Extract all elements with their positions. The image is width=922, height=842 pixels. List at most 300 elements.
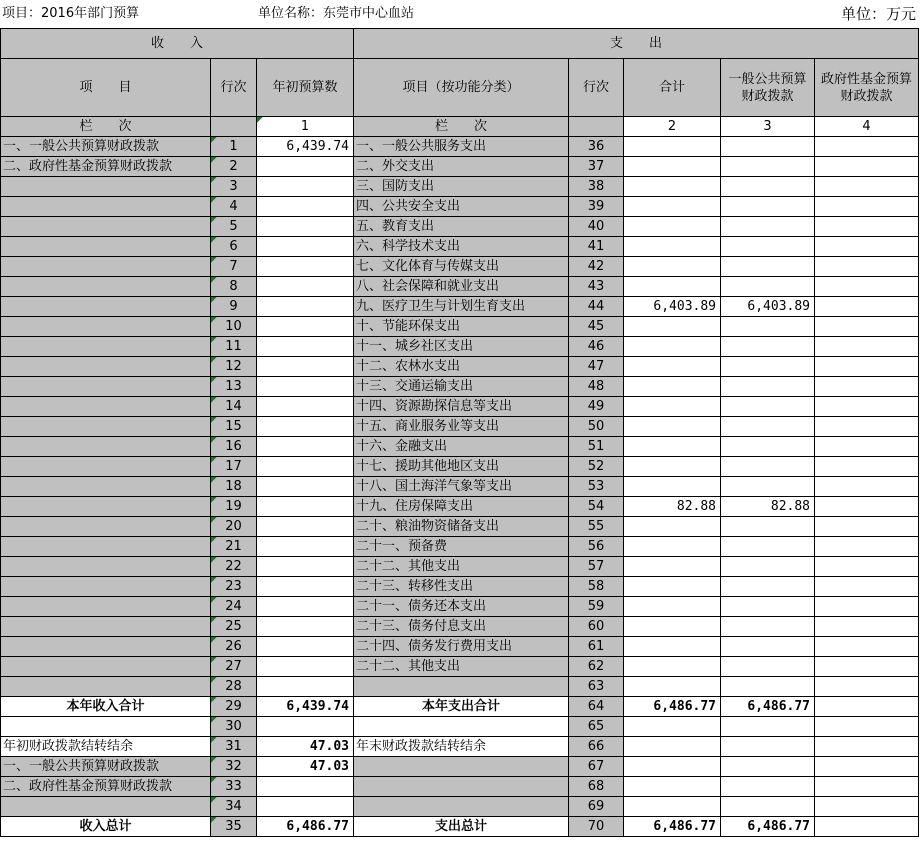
- income-item-cell: [1, 537, 211, 557]
- total-value-cell: [624, 457, 721, 477]
- income-item-cell: [1, 237, 211, 257]
- expense-line-cell: 59: [569, 597, 624, 617]
- income-item-cell: 本年收入合计: [1, 697, 211, 717]
- income-line-cell: 5: [211, 217, 257, 237]
- table-row: [1, 337, 919, 357]
- expense-item-cell: 二十三、债务付息支出: [354, 617, 569, 637]
- income-item-cell: [1, 597, 211, 617]
- expense-line-cell: 36: [569, 137, 624, 157]
- table-row: [1, 617, 919, 637]
- income-line-cell: 29: [211, 697, 257, 717]
- general-value-cell: [721, 257, 815, 277]
- expense-item-cell: 十六、金融支出: [354, 437, 569, 457]
- general-value-cell: [721, 317, 815, 337]
- income-item-cell: [1, 357, 211, 377]
- budget-value-cell: [257, 417, 354, 437]
- table-row: [1, 217, 919, 237]
- income-item-cell: [1, 477, 211, 497]
- general-value-cell: [721, 337, 815, 357]
- general-value-cell: [721, 397, 815, 417]
- table-row: [1, 417, 919, 437]
- income-item-cell: [1, 317, 211, 337]
- income-item-cell: [1, 297, 211, 317]
- income-line-cell: 7: [211, 257, 257, 277]
- income-line-cell: 20: [211, 517, 257, 537]
- income-line-cell: 26: [211, 637, 257, 657]
- table-row: [1, 437, 919, 457]
- fund-value-cell: [815, 757, 919, 777]
- table-row: [1, 797, 919, 817]
- expense-line-cell: 52: [569, 457, 624, 477]
- income-line-cell: 25: [211, 617, 257, 637]
- expense-line-cell: 67: [569, 757, 624, 777]
- total-value-cell: [624, 397, 721, 417]
- expense-item-cell: [354, 677, 569, 697]
- expense-line-cell: 65: [569, 717, 624, 737]
- budget-value-cell: [257, 577, 354, 597]
- expense-item-cell: 十二、农林水支出: [354, 357, 569, 377]
- total-value-cell: [624, 637, 721, 657]
- expense-line-cell: 45: [569, 317, 624, 337]
- budget-value-cell: 6,486.77: [257, 817, 354, 837]
- expense-item-cell: 十七、援助其他地区支出: [354, 457, 569, 477]
- general-value-cell: 82.88: [721, 497, 815, 517]
- expense-line-cell: 62: [569, 657, 624, 677]
- budget-value-cell: 6,439.74: [257, 697, 354, 717]
- table-row: [1, 557, 919, 577]
- income-line-cell: 31: [211, 737, 257, 757]
- budget-value-cell: 47.03: [257, 757, 354, 777]
- income-item-cell: [1, 457, 211, 477]
- expense-line-cell: 48: [569, 377, 624, 397]
- general-value-cell: [721, 197, 815, 217]
- fund-value-cell: [815, 397, 919, 417]
- fund-value-cell: [815, 417, 919, 437]
- income-item-cell: [1, 617, 211, 637]
- table-row: [1, 257, 919, 277]
- income-item-cell: [1, 337, 211, 357]
- general-value-cell: [721, 477, 815, 497]
- total-value-cell: [624, 757, 721, 777]
- col-func-item: 项目（按功能分类）: [354, 59, 569, 117]
- expense-line-cell: 55: [569, 517, 624, 537]
- total-value-cell: [624, 537, 721, 557]
- index-2: 2: [624, 117, 721, 137]
- budget-value-cell: [257, 337, 354, 357]
- col-total: 合计: [624, 59, 721, 117]
- unit-label: 单位：万元: [840, 5, 916, 23]
- table-row: [1, 297, 919, 317]
- total-value-cell: [624, 517, 721, 537]
- income-line-cell: 12: [211, 357, 257, 377]
- budget-value-cell: [257, 177, 354, 197]
- expense-line-cell: 58: [569, 577, 624, 597]
- table-row: [1, 237, 919, 257]
- table-row: [1, 657, 919, 677]
- general-value-cell: [721, 597, 815, 617]
- budget-value-cell: [257, 397, 354, 417]
- expense-line-cell: 46: [569, 337, 624, 357]
- expense-item-cell: 四、公共安全支出: [354, 197, 569, 217]
- table-row: [1, 577, 919, 597]
- total-value-cell: [624, 477, 721, 497]
- income-line-cell: 13: [211, 377, 257, 397]
- budget-value-cell: [257, 657, 354, 677]
- budget-value-cell: [257, 317, 354, 337]
- income-line-cell: 11: [211, 337, 257, 357]
- income-item-cell: 收入总计: [1, 817, 211, 837]
- general-value-cell: [721, 717, 815, 737]
- income-item-cell: [1, 677, 211, 697]
- income-item-cell: [1, 437, 211, 457]
- budget-value-cell: [257, 557, 354, 577]
- expense-item-cell: 本年支出合计: [354, 697, 569, 717]
- table-row: [1, 497, 919, 517]
- total-value-cell: [624, 237, 721, 257]
- expense-line-cell: 39: [569, 197, 624, 217]
- fund-value-cell: [815, 357, 919, 377]
- general-value-cell: [721, 797, 815, 817]
- total-value-cell: [624, 317, 721, 337]
- expense-line-cell: 54: [569, 497, 624, 517]
- fund-value-cell: [815, 797, 919, 817]
- general-value-cell: [721, 517, 815, 537]
- budget-table: [0, 28, 919, 837]
- total-value-cell: [624, 197, 721, 217]
- budget-value-cell: [257, 277, 354, 297]
- budget-value-cell: [257, 537, 354, 557]
- total-value-cell: [624, 557, 721, 577]
- income-item-cell: 二、政府性基金预算财政拨款: [1, 157, 211, 177]
- budget-value-cell: [257, 517, 354, 537]
- budget-value-cell: [257, 197, 354, 217]
- index-row: [1, 117, 919, 137]
- expense-item-cell: 十、节能环保支出: [354, 317, 569, 337]
- total-value-cell: [624, 377, 721, 397]
- expense-item-cell: 二十二、其他支出: [354, 657, 569, 677]
- income-item-cell: 一、一般公共预算财政拨款: [1, 757, 211, 777]
- income-item-cell: [1, 397, 211, 417]
- expense-item-cell: 二、外交支出: [354, 157, 569, 177]
- expense-line-cell: 47: [569, 357, 624, 377]
- expense-item-cell: 二十四、债务发行费用支出: [354, 637, 569, 657]
- budget-value-cell: [257, 677, 354, 697]
- total-value-cell: [624, 657, 721, 677]
- expense-line-cell: 61: [569, 637, 624, 657]
- general-value-cell: [721, 777, 815, 797]
- income-item-cell: 年初财政拨款结转结余: [1, 737, 211, 757]
- income-line-cell: 1: [211, 137, 257, 157]
- total-value-cell: [624, 777, 721, 797]
- expense-item-cell: 五、教育支出: [354, 217, 569, 237]
- budget-value-cell: [257, 797, 354, 817]
- general-value-cell: [721, 577, 815, 597]
- budget-value-cell: [257, 257, 354, 277]
- budget-value-cell: [257, 237, 354, 257]
- fund-value-cell: [815, 577, 919, 597]
- income-item-cell: [1, 717, 211, 737]
- fund-value-cell: [815, 137, 919, 157]
- expense-line-cell: 44: [569, 297, 624, 317]
- income-line-cell: 14: [211, 397, 257, 417]
- total-value-cell: 6,486.77: [624, 817, 721, 837]
- fund-value-cell: [815, 737, 919, 757]
- general-value-cell: [721, 657, 815, 677]
- expense-item-cell: 支出总计: [354, 817, 569, 837]
- table-row: [1, 137, 919, 157]
- income-item-cell: [1, 637, 211, 657]
- total-value-cell: [624, 337, 721, 357]
- fund-value-cell: [815, 157, 919, 177]
- table-row: [1, 477, 919, 497]
- income-item-cell: [1, 177, 211, 197]
- fund-value-cell: [815, 657, 919, 677]
- expense-line-cell: 42: [569, 257, 624, 277]
- general-value-cell: [721, 217, 815, 237]
- income-line-cell: 10: [211, 317, 257, 337]
- total-value-cell: [624, 737, 721, 757]
- title-row: [0, 0, 922, 28]
- income-line-cell: 23: [211, 577, 257, 597]
- fund-value-cell: [815, 697, 919, 717]
- total-value-cell: [624, 617, 721, 637]
- index-3: 3: [721, 117, 815, 137]
- budget-value-cell: 6,439.74: [257, 137, 354, 157]
- budget-value-cell: [257, 637, 354, 657]
- fund-value-cell: [815, 317, 919, 337]
- income-item-cell: [1, 217, 211, 237]
- table-row: [1, 677, 919, 697]
- col-budget: 年初预算数: [257, 59, 354, 117]
- total-value-cell: [624, 717, 721, 737]
- income-line-cell: 19: [211, 497, 257, 517]
- total-value-cell: [624, 177, 721, 197]
- table-row: [1, 697, 919, 717]
- unit-name-label: 单位名称：东莞市中心血站: [258, 6, 415, 21]
- fund-value-cell: [815, 257, 919, 277]
- budget-value-cell: [257, 477, 354, 497]
- total-value-cell: [624, 677, 721, 697]
- fund-value-cell: [815, 197, 919, 217]
- column-header-row: [1, 59, 919, 117]
- fund-value-cell: [815, 337, 919, 357]
- index-1: 1: [257, 117, 354, 137]
- budget-value-cell: [257, 217, 354, 237]
- fund-value-cell: [815, 297, 919, 317]
- income-line-cell: 15: [211, 417, 257, 437]
- income-line-cell: 3: [211, 177, 257, 197]
- expense-item-cell: 十一、城乡社区支出: [354, 337, 569, 357]
- expense-line-cell: 68: [569, 777, 624, 797]
- general-value-cell: [721, 157, 815, 177]
- expense-line-cell: 66: [569, 737, 624, 757]
- expense-line-cell: 49: [569, 397, 624, 417]
- general-value-cell: [721, 557, 815, 577]
- total-value-cell: 6,486.77: [624, 697, 721, 717]
- expense-line-cell: 60: [569, 617, 624, 637]
- general-value-cell: [721, 417, 815, 437]
- expense-item-cell: [354, 757, 569, 777]
- table-row: [1, 717, 919, 737]
- general-value-cell: [721, 277, 815, 297]
- budget-value-cell: [257, 597, 354, 617]
- fund-value-cell: [815, 617, 919, 637]
- table-row: [1, 637, 919, 657]
- expense-item-cell: 十八、国土海洋气象等支出: [354, 477, 569, 497]
- total-value-cell: [624, 437, 721, 457]
- col-fund: 政府性基金预算财政拨款: [815, 59, 919, 117]
- table-row: [1, 157, 919, 177]
- table-row: [1, 277, 919, 297]
- general-value-cell: [721, 757, 815, 777]
- income-item-cell: [1, 497, 211, 517]
- budget-value-cell: [257, 357, 354, 377]
- budget-value-cell: [257, 497, 354, 517]
- income-item-cell: 二、政府性基金预算财政拨款: [1, 777, 211, 797]
- col-general: 一般公共预算财政拨款: [721, 59, 815, 117]
- fund-value-cell: [815, 217, 919, 237]
- fund-value-cell: [815, 477, 919, 497]
- income-line-cell: 17: [211, 457, 257, 477]
- expense-item-cell: 九、医疗卫生与计划生育支出: [354, 297, 569, 317]
- income-item-cell: [1, 417, 211, 437]
- budget-value-cell: [257, 777, 354, 797]
- expense-item-cell: 六、科学技术支出: [354, 237, 569, 257]
- income-line-cell: 2: [211, 157, 257, 177]
- general-value-cell: [721, 437, 815, 457]
- fund-value-cell: [815, 677, 919, 697]
- expense-item-cell: [354, 797, 569, 817]
- total-value-cell: [624, 417, 721, 437]
- income-line-cell: 24: [211, 597, 257, 617]
- expense-line-cell: 56: [569, 537, 624, 557]
- budget-value-cell: [257, 617, 354, 637]
- table-row: [1, 317, 919, 337]
- table-row: [1, 817, 919, 837]
- expense-line-cell: 64: [569, 697, 624, 717]
- income-item-cell: [1, 257, 211, 277]
- fund-value-cell: [815, 437, 919, 457]
- fund-value-cell: [815, 717, 919, 737]
- general-value-cell: [721, 457, 815, 477]
- expense-item-cell: [354, 717, 569, 737]
- fund-value-cell: [815, 497, 919, 517]
- general-value-cell: [721, 137, 815, 157]
- expense-line-cell: 43: [569, 277, 624, 297]
- income-item-cell: [1, 577, 211, 597]
- table-row: [1, 397, 919, 417]
- table-row: [1, 377, 919, 397]
- income-line-cell: 34: [211, 797, 257, 817]
- table-row: [1, 737, 919, 757]
- total-value-cell: [624, 797, 721, 817]
- income-item-cell: [1, 277, 211, 297]
- expense-line-cell: 50: [569, 417, 624, 437]
- index-label-expense: 栏 次: [354, 117, 569, 137]
- income-line-cell: 32: [211, 757, 257, 777]
- budget-value-cell: [257, 717, 354, 737]
- expense-line-cell: 70: [569, 817, 624, 837]
- income-item-cell: [1, 557, 211, 577]
- income-line-cell: 33: [211, 777, 257, 797]
- fund-value-cell: [815, 277, 919, 297]
- total-value-cell: [624, 597, 721, 617]
- fund-value-cell: [815, 457, 919, 477]
- income-line-cell: 4: [211, 197, 257, 217]
- index-4: 4: [815, 117, 919, 137]
- budget-value-cell: [257, 377, 354, 397]
- total-value-cell: [624, 137, 721, 157]
- income-line-cell: 28: [211, 677, 257, 697]
- col-line-income: 行次: [211, 59, 257, 117]
- expense-item-cell: 十四、资源勘探信息等支出: [354, 397, 569, 417]
- budget-value-cell: [257, 457, 354, 477]
- income-line-cell: 22: [211, 557, 257, 577]
- general-value-cell: [721, 357, 815, 377]
- table-row: [1, 457, 919, 477]
- income-section-header: 收 入: [1, 29, 354, 59]
- general-value-cell: [721, 637, 815, 657]
- income-line-cell: 30: [211, 717, 257, 737]
- total-value-cell: [624, 157, 721, 177]
- fund-value-cell: [815, 557, 919, 577]
- fund-value-cell: [815, 517, 919, 537]
- expense-line-cell: 53: [569, 477, 624, 497]
- expense-item-cell: 十三、交通运输支出: [354, 377, 569, 397]
- index-label-income: 栏 次: [1, 117, 211, 137]
- general-value-cell: [721, 677, 815, 697]
- income-item-cell: [1, 517, 211, 537]
- table-row: [1, 537, 919, 557]
- budget-value-cell: [257, 157, 354, 177]
- income-line-cell: 35: [211, 817, 257, 837]
- section-header-row: [1, 29, 919, 59]
- expense-item-cell: 三、国防支出: [354, 177, 569, 197]
- general-value-cell: 6,486.77: [721, 697, 815, 717]
- expense-item-cell: 二十二、其他支出: [354, 557, 569, 577]
- expense-item-cell: [354, 777, 569, 797]
- fund-value-cell: [815, 777, 919, 797]
- general-value-cell: [721, 617, 815, 637]
- total-value-cell: [624, 357, 721, 377]
- fund-value-cell: [815, 637, 919, 657]
- expense-line-cell: 63: [569, 677, 624, 697]
- fund-value-cell: [815, 177, 919, 197]
- expense-line-cell: 51: [569, 437, 624, 457]
- col-line-expense: 行次: [569, 59, 624, 117]
- expense-item-cell: 十五、商业服务业等支出: [354, 417, 569, 437]
- expense-line-cell: 57: [569, 557, 624, 577]
- expense-item-cell: 二十、粮油物资储备支出: [354, 517, 569, 537]
- income-line-cell: 18: [211, 477, 257, 497]
- expense-item-cell: 二十三、转移性支出: [354, 577, 569, 597]
- general-value-cell: 6,403.89: [721, 297, 815, 317]
- income-line-cell: 27: [211, 657, 257, 677]
- table-row: [1, 777, 919, 797]
- expense-item-cell: 七、文化体育与传媒支出: [354, 257, 569, 277]
- income-line-cell: 16: [211, 437, 257, 457]
- income-item-cell: [1, 377, 211, 397]
- income-line-cell: 21: [211, 537, 257, 557]
- table-row: [1, 197, 919, 217]
- expense-line-cell: 40: [569, 217, 624, 237]
- expense-item-cell: 八、社会保障和就业支出: [354, 277, 569, 297]
- general-value-cell: [721, 377, 815, 397]
- budget-value-cell: 47.03: [257, 737, 354, 757]
- income-item-cell: [1, 657, 211, 677]
- general-value-cell: 6,486.77: [721, 817, 815, 837]
- fund-value-cell: [815, 237, 919, 257]
